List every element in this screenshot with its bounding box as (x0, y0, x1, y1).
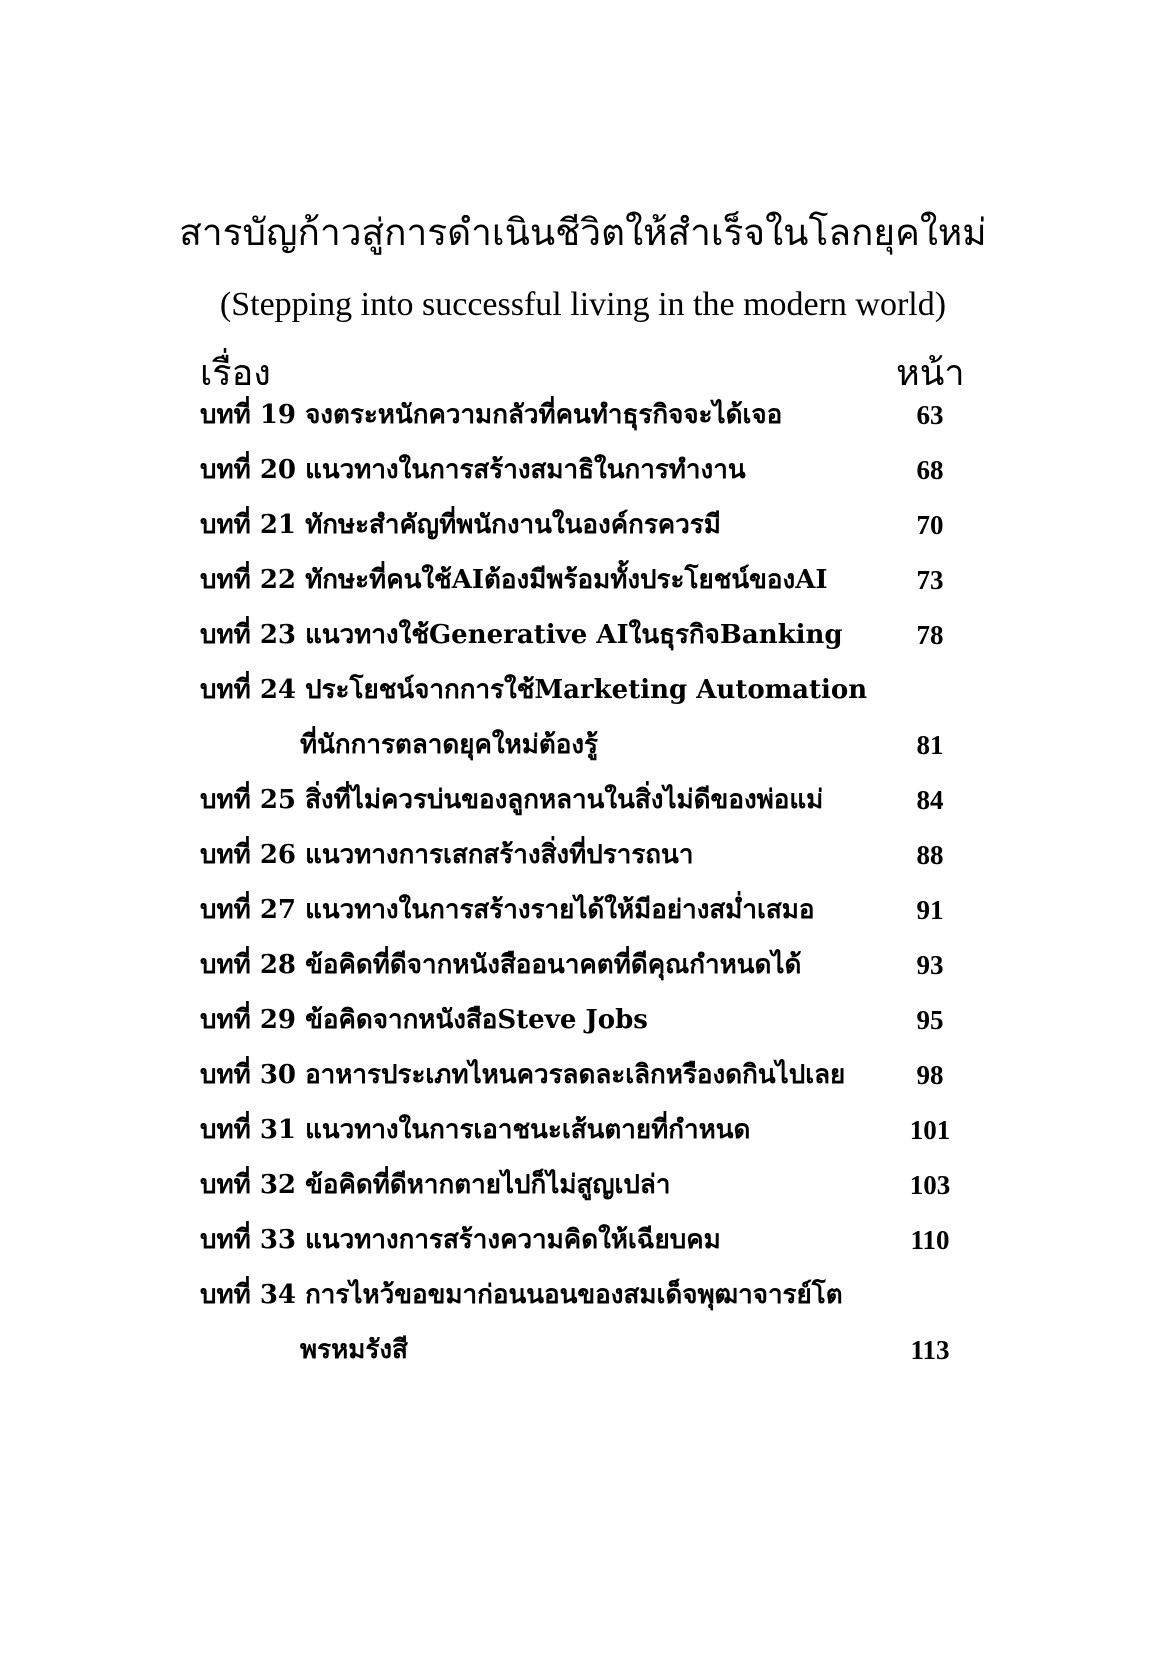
toc-entry-27 (200, 887, 980, 933)
page-subtitle: (Stepping into successful living in the modern world) (219, 286, 947, 323)
toc-chapter-title: บทที่ 31 แนวทางในการเอาชนะเส้นตายที่กำหนด (200, 1115, 751, 1145)
toc-entry-21 (200, 502, 980, 548)
toc-chapter-title-continuation: ที่นักการตลาดยุคใหม่ต้องรู้ (300, 730, 599, 760)
toc-entry-22 (200, 557, 980, 603)
toc-page-number: 95 (916, 1005, 944, 1035)
toc-page-number: 70 (916, 510, 944, 540)
toc-entry-29 (200, 997, 980, 1043)
toc-page-number: 113 (910, 1335, 950, 1365)
toc-entry-20 (200, 447, 980, 493)
toc-page-number: 78 (916, 620, 944, 650)
toc-chapter-title: บทที่ 22 ทักษะที่คนใช้AIต้องมีพร้อมทั้งประโยชน์ของAI (200, 565, 828, 595)
toc-chapter-title: บทที่ 21 ทักษะสำคัญที่พนักงานในองค์กรควรมี (200, 510, 721, 540)
toc-chapter-title: บทที่ 27 แนวทางในการสร้างรายได้ให้มีอย่างสม่ำเสมอ (200, 895, 815, 925)
toc-entry-28 (200, 942, 980, 988)
toc-chapter-title: บทที่ 30 อาหารประเภทไหนควรลดละเลิกหรืองดกินไปเลย (200, 1060, 846, 1090)
toc-chapter-title: บทที่ 32 ข้อคิดที่ดีหากตายไปก็ไม่สูญเปล่า (200, 1170, 671, 1200)
toc-page-number: 68 (916, 455, 944, 485)
toc-entry-34 (200, 1272, 980, 1318)
toc-chapter-title: บทที่ 34 การไหว้ขอขมาก่อนนอนของสมเด็จพุฒาจารย์โต (200, 1280, 843, 1310)
column-header-page: หน้า (896, 353, 965, 394)
toc-chapter-title: บทที่ 19 จงตระหนักความกลัวที่คนทำธุรกิจจะได้เจอ (200, 400, 783, 430)
toc-chapter-title-continuation: พรหมรังสี (300, 1335, 408, 1365)
toc-entry-33 (200, 1217, 980, 1263)
toc-chapter-title: บทที่ 29 ข้อคิดจากหนังสือSteve Jobs (200, 1005, 648, 1035)
page-title: สารบัญก้าวสู่การดำเนินชีวิตให้สำเร็จในโลกยุคใหม่ (179, 211, 987, 254)
toc-entry-32 (200, 1162, 980, 1208)
toc-page-number: 73 (916, 565, 944, 595)
toc-page-number: 91 (916, 895, 944, 925)
toc-entry-25 (200, 777, 980, 823)
toc-page-number: 81 (916, 730, 944, 760)
column-header-topic: เรื่อง (200, 353, 271, 394)
toc-page-number: 103 (909, 1170, 951, 1200)
toc-page-number: 84 (916, 785, 944, 815)
toc-chapter-title: บทที่ 20 แนวทางในการสร้างสมาธิในการทำงาน (200, 455, 746, 485)
toc-entry-31 (200, 1107, 980, 1153)
toc-entry-24 (200, 667, 980, 713)
toc-entry-34-continued (200, 1327, 980, 1373)
toc-page-number: 110 (910, 1225, 950, 1255)
toc-page-number: 98 (916, 1060, 944, 1090)
toc-chapter-title: บทที่ 25 สิ่งที่ไม่ควรบ่นของลูกหลานในสิ่งไม่ดีของพ่อแม่ (200, 785, 824, 815)
toc-page-number: 63 (916, 400, 944, 430)
toc-chapter-title: บทที่ 26 แนวทางการเสกสร้างสิ่งที่ปรารถนา (200, 840, 694, 870)
toc-chapter-title: บทที่ 24 ประโยชน์จากการใช้Marketing Automation (200, 675, 868, 705)
toc-entry-19 (200, 392, 980, 438)
toc-entry-23 (200, 612, 980, 658)
toc-chapter-title: บทที่ 33 แนวทางการสร้างความคิดให้เฉียบคม (200, 1225, 721, 1255)
toc-chapter-title: บทที่ 28 ข้อคิดที่ดีจากหนังสืออนาคตที่ดีคุณกำหนดได้ (200, 950, 802, 980)
toc-entry-26 (200, 832, 980, 878)
toc-page-number: 88 (916, 840, 944, 870)
toc-page-number: 101 (909, 1115, 951, 1145)
toc-entry-24-continued (200, 722, 980, 768)
toc-page-number: 93 (916, 950, 944, 980)
toc-entry-30 (200, 1052, 980, 1098)
toc-chapter-title: บทที่ 23 แนวทางใช้Generative AIในธุรกิจBanking (200, 620, 843, 650)
